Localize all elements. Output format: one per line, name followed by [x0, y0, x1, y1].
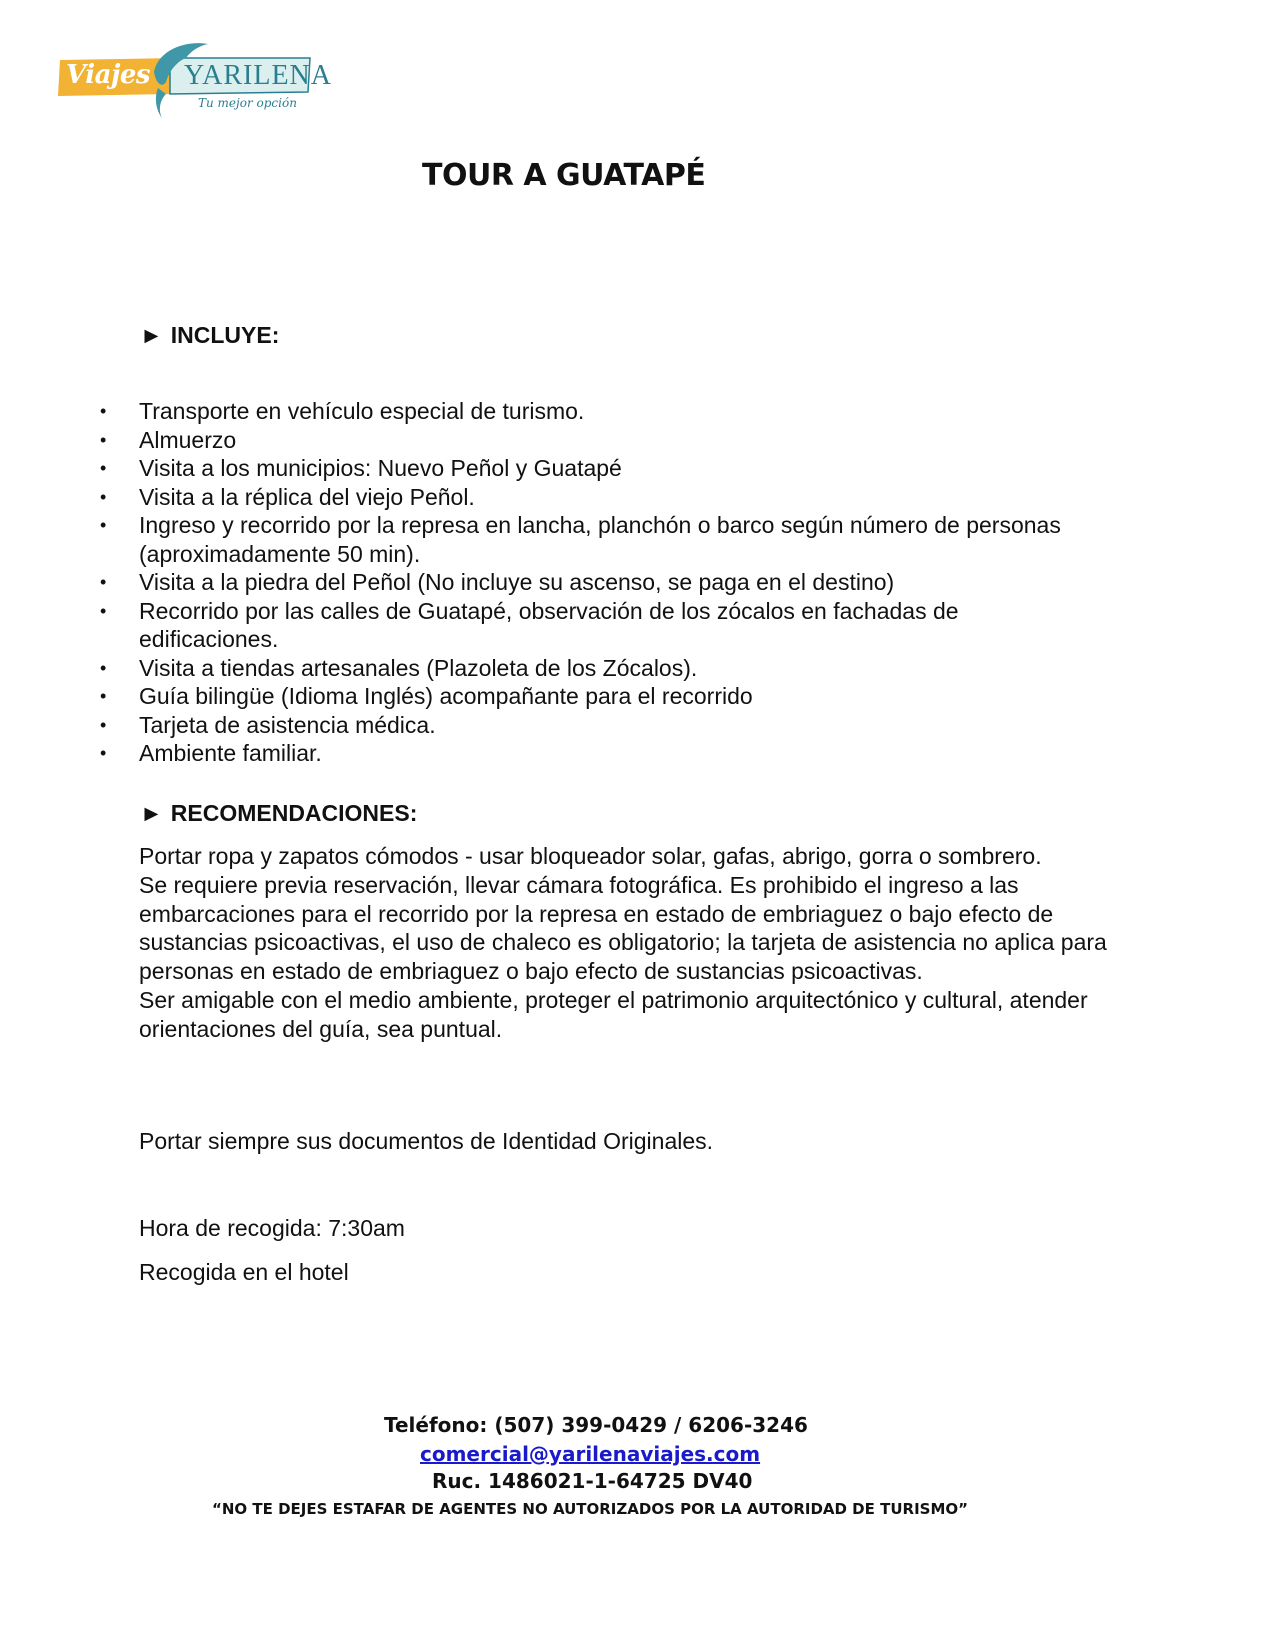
bullet-icon: • — [100, 486, 107, 507]
list-item-text: Visita a la réplica del viejo Peñol. — [139, 483, 475, 510]
footer-ruc: Ruc. 1486021-1-64725 DV40 — [432, 1469, 753, 1493]
list-item-text: Tarjeta de asistencia médica. — [139, 711, 436, 738]
recommendations-heading — [140, 800, 417, 827]
bullet-icon: • — [100, 600, 107, 621]
bullet-icon: • — [100, 686, 107, 706]
recommendations-body — [139, 842, 1119, 1044]
pickup-place: Recogida en el hotel — [139, 1259, 349, 1285]
recommendation-paragraph: Se requiere previa reservación, llevar cámara fotográfica. Es prohibido el ingreso a las embarcaciones para el recorrido por la represa en estado de embriaguez o bajo efecto de sustancias psicoactivas, el uso de chaleco es obligatorio; la tarjeta de asistencia no aplica para personas en estado de embriaguez o bajo efecto de sustancias psicoactivas. — [139, 871, 1107, 985]
recommendations-heading-text: RECOMENDACIONES: — [170, 800, 418, 826]
includes-heading-text: INCLUYE: — [170, 322, 280, 348]
list-item-text: Guía bilingüe (Idioma Inglés) acompañante para el recorrido — [139, 683, 753, 709]
list-item — [0, 682, 1099, 711]
bullet-icon: • — [100, 657, 107, 678]
includes-heading — [140, 322, 279, 349]
footer-email-link[interactable]: comercial@yarilenaviajes.com — [420, 1442, 761, 1466]
bullet-icon: • — [100, 429, 107, 450]
list-item-text: Ingreso y recorrido por la represa en lancha, planchón o barco según número de personas (aproximadamente 50 min). — [139, 512, 1061, 567]
list-item — [0, 739, 1099, 768]
bullet-icon: • — [100, 515, 107, 535]
documents-note: Portar siempre sus documentos de Identidad Originales. — [139, 1128, 714, 1154]
list-item — [0, 454, 1099, 483]
logo-tagline: Tu mejor opción — [198, 96, 297, 110]
list-item — [0, 426, 1099, 455]
footer-phone: Teléfono: (507) 399-0429 / 6206-3246 — [384, 1413, 808, 1437]
pickup-time: Hora de recogida: 7:30am — [139, 1215, 405, 1241]
bullet-icon: • — [100, 714, 107, 735]
list-item-text: Transporte en vehículo especial de turismo. — [139, 398, 585, 424]
list-item — [0, 711, 1099, 740]
bullet-icon: • — [100, 743, 107, 763]
list-item — [0, 654, 1099, 683]
recommendation-paragraph: Ser amigable con el medio ambiente, proteger el patrimonio arquitectónico y cultural, atender orientaciones del guía, sea puntual. — [139, 986, 1088, 1042]
list-item-text: Visita a los municipios: Nuevo Peñol y Guatapé — [139, 455, 622, 481]
list-item-text: Ambiente familiar. — [139, 740, 322, 766]
logo-brand-name: YARILENA — [184, 60, 332, 91]
includes-list — [0, 397, 1275, 768]
list-item-text: Visita a tiendas artesanales (Plazoleta de los Zócalos). — [139, 654, 698, 681]
arrow-right-icon: ► — [140, 322, 163, 348]
list-item — [0, 597, 1099, 654]
list-item — [0, 397, 1099, 426]
bullet-icon: • — [100, 458, 107, 478]
list-item-text: Recorrido por las calles de Guatapé, observación de los zócalos en fachadas de edificaciones. — [139, 597, 959, 652]
recommendation-paragraph: Portar ropa y zapatos cómodos - usar bloqueador solar, gafas, abrigo, gorra o sombrero. — [139, 843, 1042, 869]
company-logo — [58, 38, 332, 122]
list-item — [0, 483, 1099, 512]
logo-word-viajes: Viajes — [66, 60, 151, 90]
list-item — [0, 568, 1099, 597]
list-item-text: Visita a la piedra del Peñol (No incluye su ascenso, se paga en el destino) — [139, 569, 895, 595]
page-title: TOUR A GUATAPÉ — [422, 158, 706, 193]
bullet-icon: • — [100, 401, 107, 421]
arrow-right-icon: ► — [140, 800, 163, 826]
bullet-icon: • — [100, 572, 107, 592]
list-item — [0, 511, 1099, 568]
footer-warning: “NO TE DEJES ESTAFAR DE AGENTES NO AUTORIZADOS POR LA AUTORIDAD DE TURISMO” — [212, 1500, 968, 1518]
list-item-text: Almuerzo — [139, 426, 237, 453]
